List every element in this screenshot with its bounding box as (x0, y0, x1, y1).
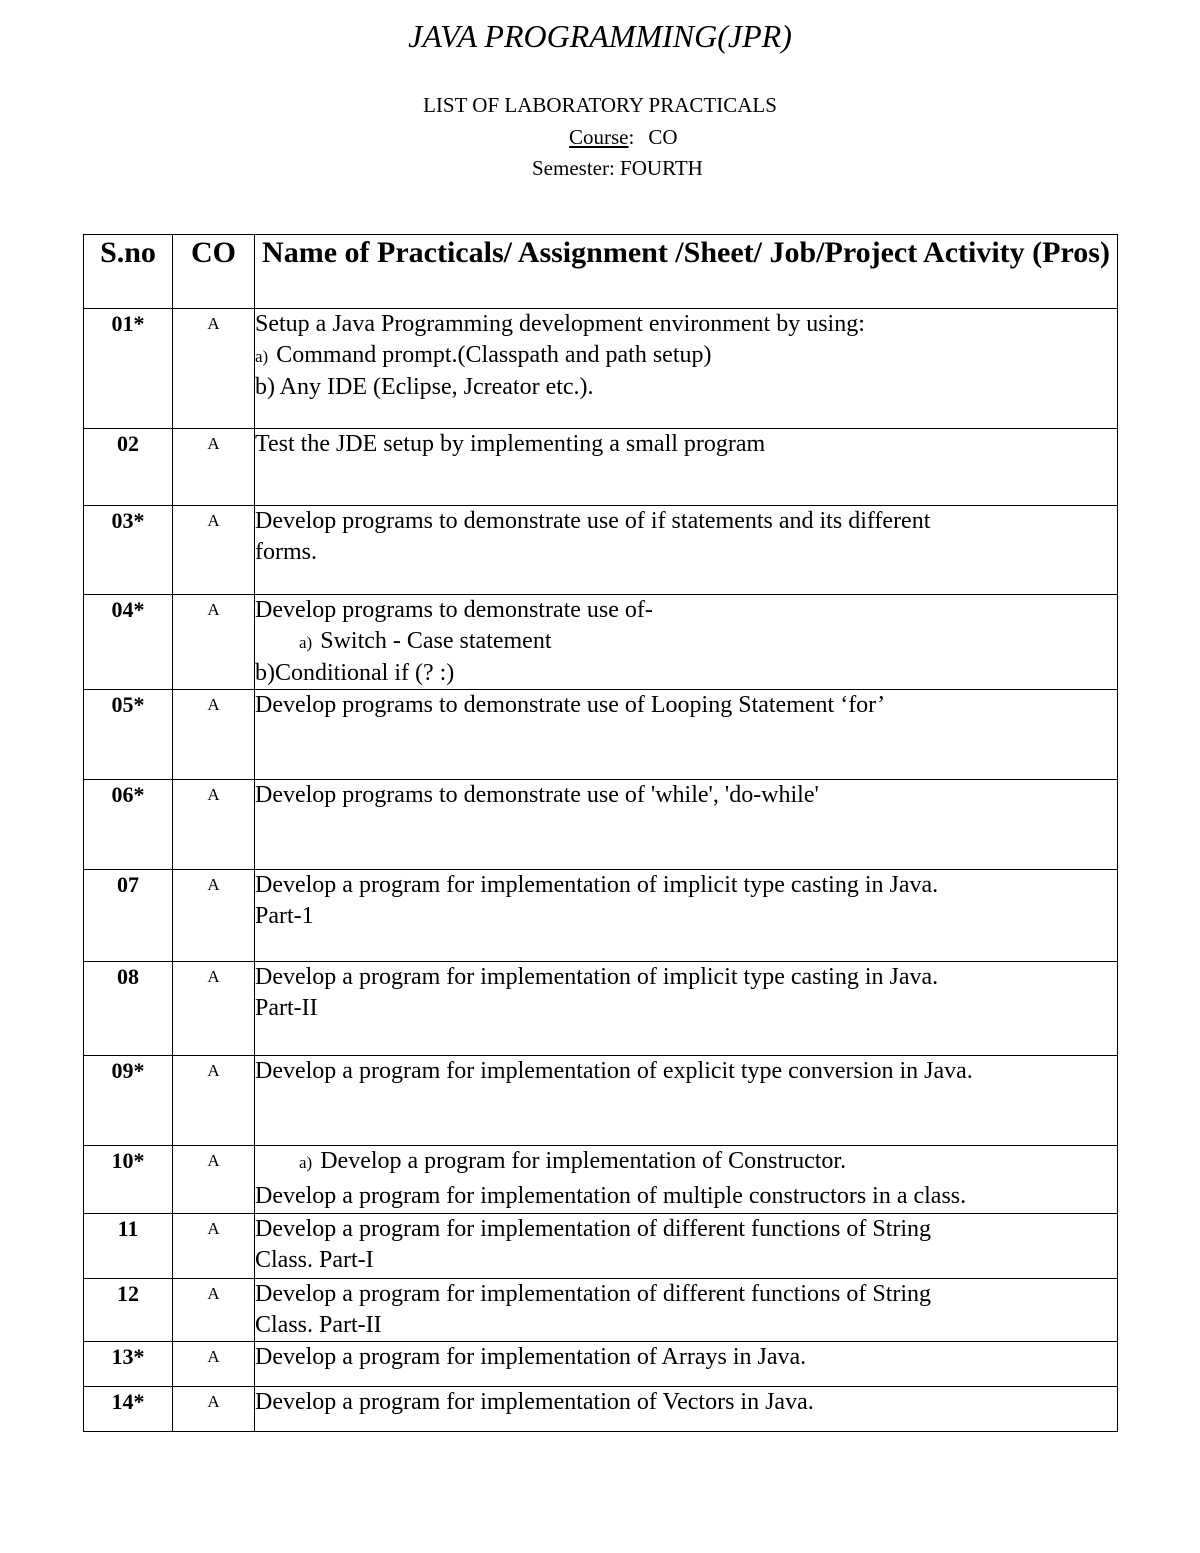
list-item-text: Develop a program for implementation of Constructor. (320, 1148, 847, 1174)
row-text-line: Develop programs to demonstrate use of- (255, 597, 653, 623)
row-co: A (173, 429, 255, 506)
row-sno: 05* (84, 690, 173, 780)
row-text-line: Part-II (255, 995, 318, 1021)
row-name (255, 1056, 1118, 1146)
row-name (255, 429, 1118, 506)
row-sno: 12 (84, 1279, 173, 1342)
list-marker: a) (299, 633, 313, 652)
row-sno: 11 (84, 1214, 173, 1279)
row-text-line: Part-1 (255, 903, 314, 929)
row-sno: 13* (84, 1342, 173, 1387)
document-subtitle: LIST OF LABORATORY PRACTICALS (423, 93, 777, 117)
course-line (569, 124, 678, 150)
row-text-line: Develop a program for implementation of Vectors in Java. (255, 1389, 814, 1415)
row-text-line: Class. Part-II (255, 1312, 382, 1338)
document-title: JAVA PROGRAMMING(JPR) (408, 18, 792, 54)
table-header-row (84, 235, 1118, 309)
course-label: Course (569, 125, 629, 149)
header-sno: S.no (84, 235, 173, 309)
table-row (84, 962, 1118, 1056)
row-name (255, 962, 1118, 1056)
row-sno: 08 (84, 962, 173, 1056)
row-text-line: Setup a Java Programming development environment by using: (255, 311, 865, 337)
table-row (84, 780, 1118, 870)
row-co: A (173, 1056, 255, 1146)
header-name: Name of Practicals/ Assignment /Sheet/ Job/Project Activity (Pros) (255, 235, 1118, 309)
row-text-line: Develop programs to demonstrate use of Looping Statement ‘for’ (255, 692, 886, 718)
row-text-line: Develop programs to demonstrate use of 'while', 'do-while' (255, 782, 819, 808)
row-text-line (255, 626, 1117, 658)
row-name (255, 1214, 1118, 1279)
row-text-line: Develop a program for implementation of Arrays in Java. (255, 1344, 807, 1370)
table-row (84, 429, 1118, 506)
row-name (255, 595, 1118, 690)
row-name (255, 309, 1118, 429)
row-sno: 02 (84, 429, 173, 506)
list-item-text: Switch - Case statement (320, 628, 552, 654)
row-co: A (173, 780, 255, 870)
table-row (84, 1342, 1118, 1387)
row-text-line: Develop a program for implementation of implicit type casting in Java. (255, 964, 939, 990)
row-sno: 03* (84, 506, 173, 595)
row-name (255, 1146, 1118, 1214)
row-text-line: Test the JDE setup by implementing a small program (255, 431, 766, 457)
row-text-line: Develop a program for implementation of implicit type casting in Java. (255, 872, 939, 898)
row-co: A (173, 1387, 255, 1432)
row-text-line: forms. (255, 539, 317, 565)
row-co: A (173, 506, 255, 595)
list-marker: a) (255, 347, 269, 366)
row-sno: 10* (84, 1146, 173, 1214)
row-name (255, 1387, 1118, 1432)
table-row (84, 309, 1118, 429)
row-name (255, 1342, 1118, 1387)
row-name (255, 690, 1118, 780)
row-co: A (173, 1146, 255, 1214)
table-row (84, 1387, 1118, 1432)
row-co: A (173, 1214, 255, 1279)
row-sno: 06* (84, 780, 173, 870)
semester-line: Semester: FOURTH (532, 156, 703, 180)
list-marker: a) (299, 1153, 313, 1172)
row-text-line (255, 340, 1117, 372)
row-sno: 07 (84, 870, 173, 962)
table-row (84, 1279, 1118, 1342)
row-text-line: Develop a program for implementation of explicit type conversion in Java. (255, 1058, 973, 1084)
course-value: CO (648, 125, 678, 149)
row-name (255, 506, 1118, 595)
row-text-line: Develop a program for implementation of multiple constructors in a class. (255, 1183, 967, 1209)
row-co: A (173, 595, 255, 690)
row-name (255, 780, 1118, 870)
course-separator: : (628, 125, 635, 149)
table-row (84, 506, 1118, 595)
list-item-text: Command prompt.(Classpath and path setup) (276, 342, 712, 368)
row-sno: 04* (84, 595, 173, 690)
row-co: A (173, 870, 255, 962)
row-text-line: Class. Part-I (255, 1247, 374, 1273)
row-name (255, 870, 1118, 962)
row-text-line: b)Conditional if (? :) (255, 660, 455, 686)
row-text-line: Develop a program for implementation of different functions of String (255, 1281, 932, 1307)
row-co: A (173, 962, 255, 1056)
table-row (84, 870, 1118, 962)
row-text-line (255, 1146, 1117, 1178)
row-text-line: Develop a program for implementation of different functions of String (255, 1216, 932, 1242)
header-co: CO (173, 235, 255, 309)
row-text-line: Develop programs to demonstrate use of if statements and its different (255, 508, 931, 534)
row-co: A (173, 1342, 255, 1387)
practicals-table (83, 234, 1118, 1432)
row-sno: 01* (84, 309, 173, 429)
table-row (84, 595, 1118, 690)
table-row (84, 1214, 1118, 1279)
table-row (84, 690, 1118, 780)
row-sno: 14* (84, 1387, 173, 1432)
row-co: A (173, 690, 255, 780)
row-sno: 09* (84, 1056, 173, 1146)
table-row (84, 1056, 1118, 1146)
table-row (84, 1146, 1118, 1214)
row-co: A (173, 309, 255, 429)
row-co: A (173, 1279, 255, 1342)
row-name (255, 1279, 1118, 1342)
row-text-line: b) Any IDE (Eclipse, Jcreator etc.). (255, 374, 594, 400)
